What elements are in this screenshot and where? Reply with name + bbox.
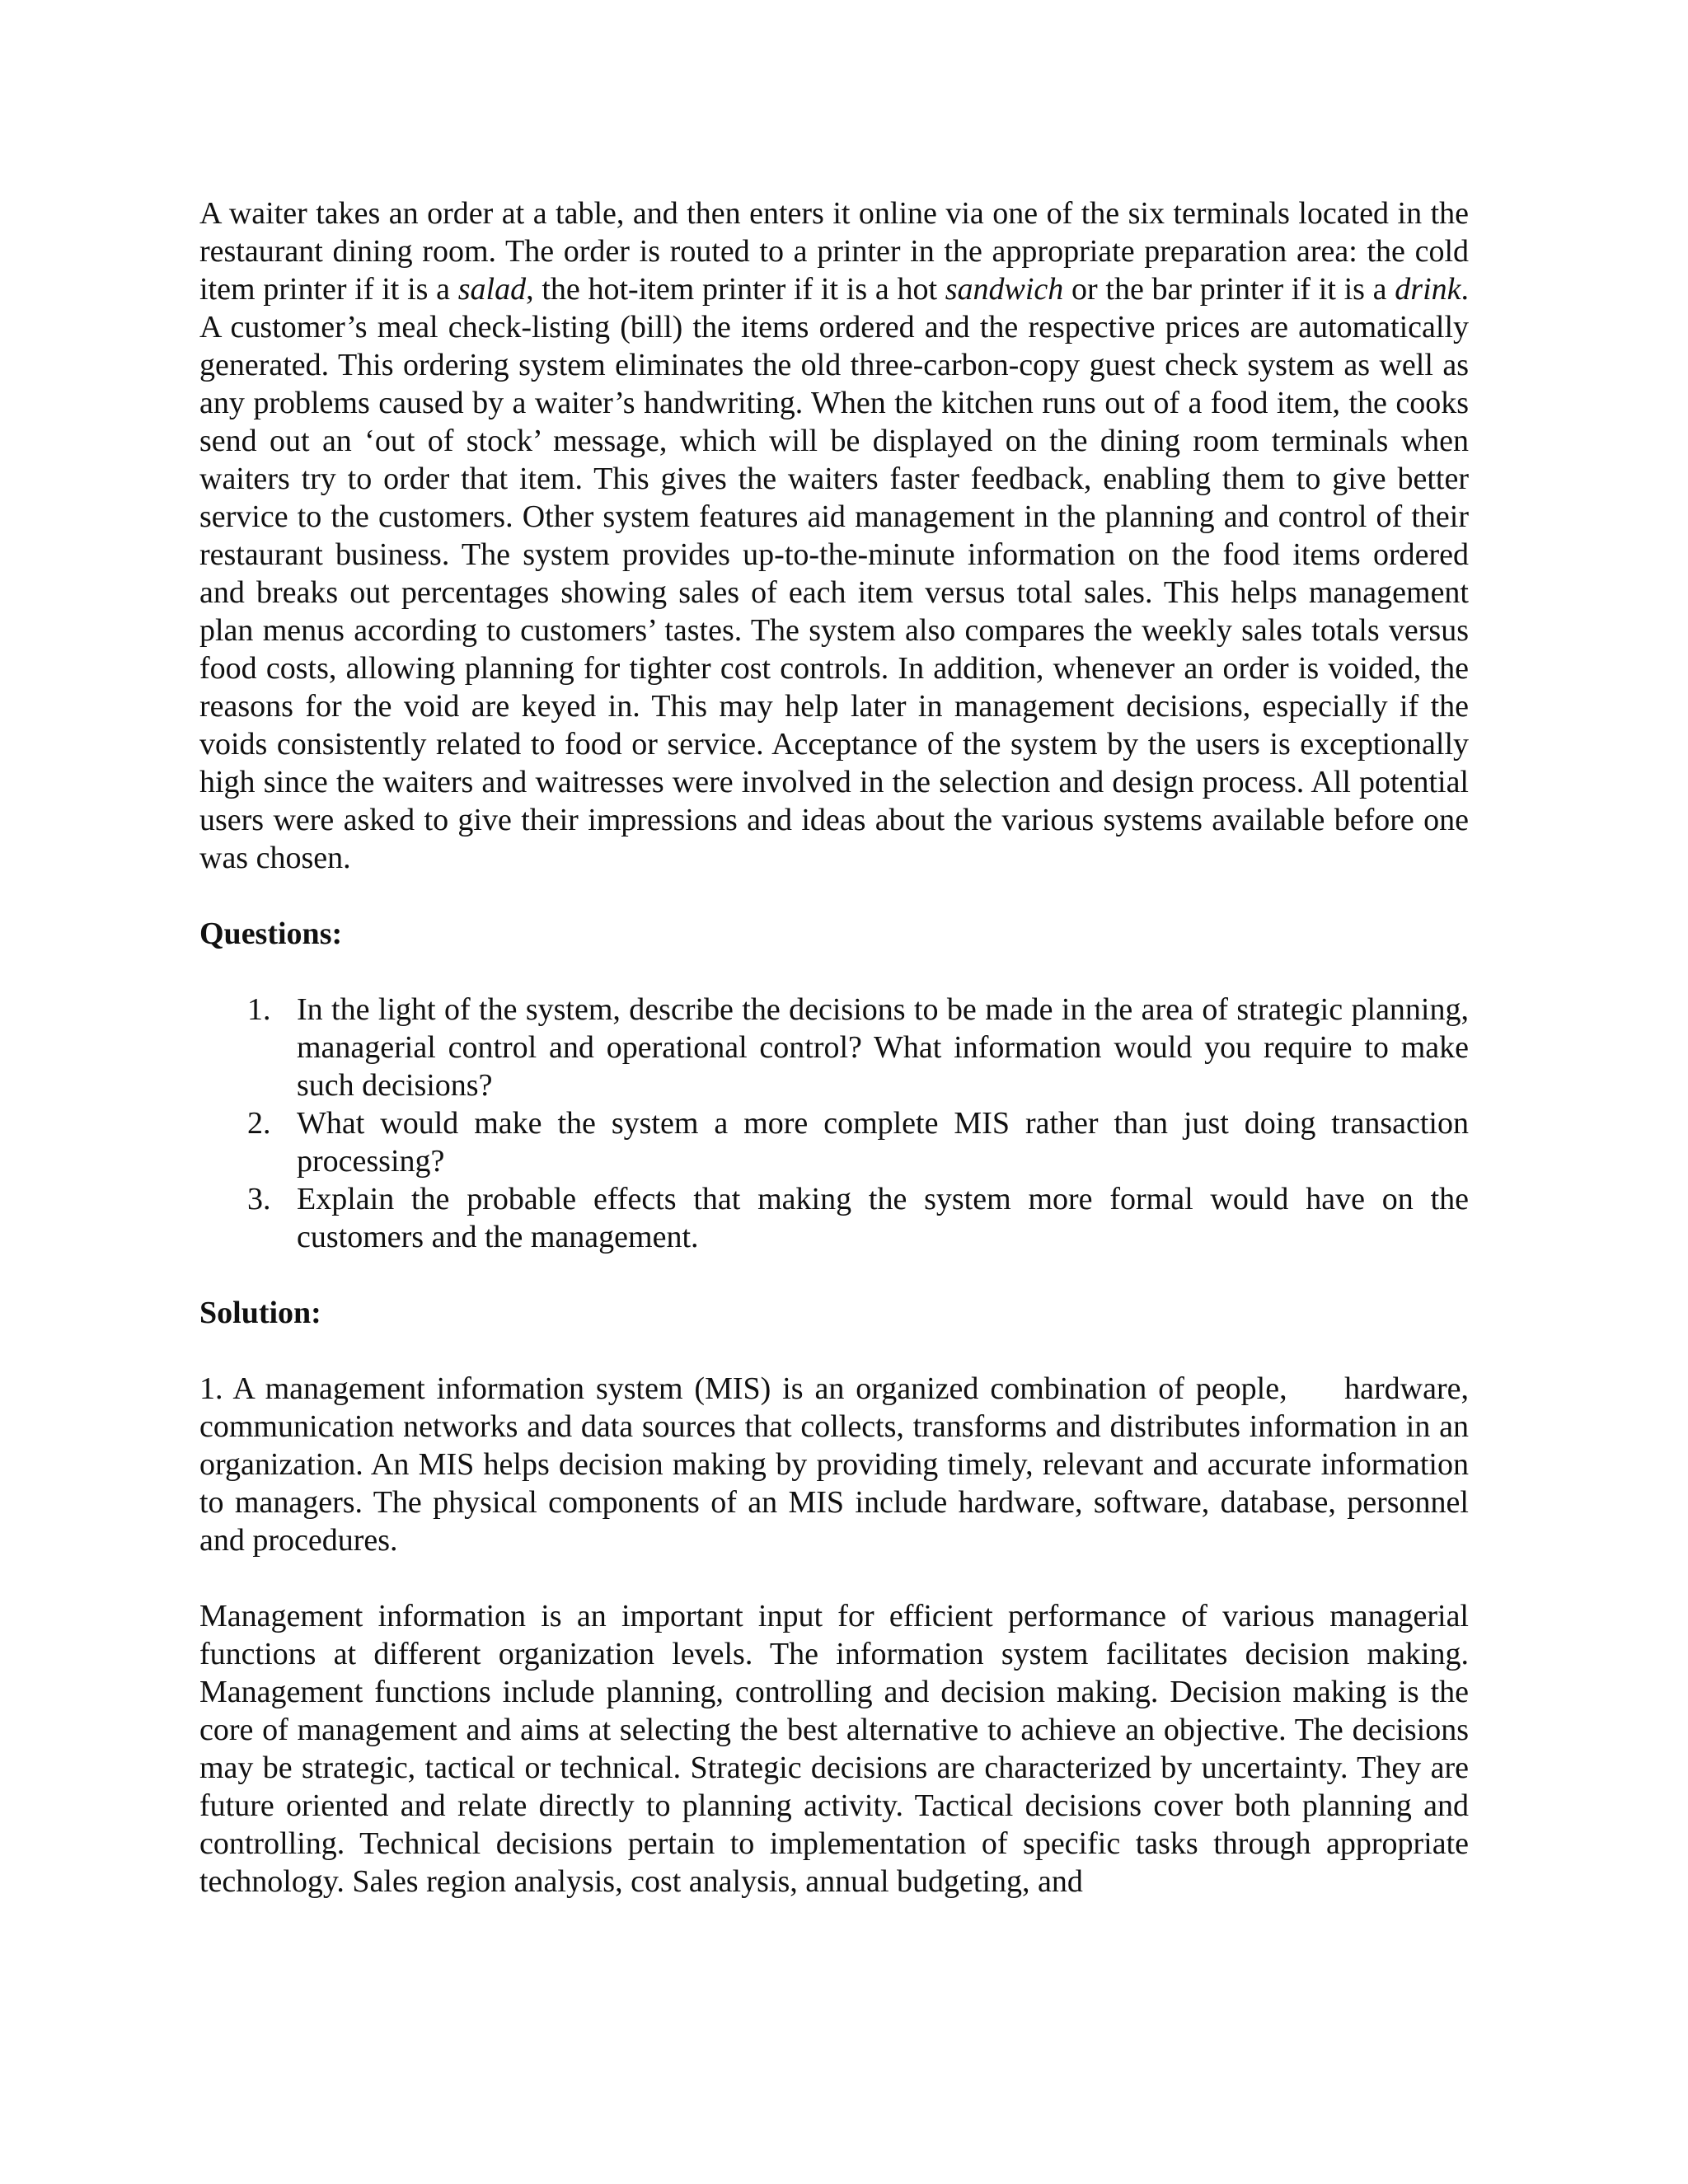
solution-paragraph-2: Management information is an important input for efficient performance of various managerial functions at different organization levels. The information system facilitates decision making. Management functions include planning, controlling and decision making. Decision making is the core of management and aims at selecting the best alternative to achieve an objective. The decisions may be strategic, tactical or technical. Strategic decisions are characterized by uncertainty. They are future oriented and relate directly to planning activity. Tactical decisions cover both planning and controlling. Technical decisions pertain to implementation of specific tasks through appropriate technology. Sales region analysis, cost analysis, annual budgeting, and xyxy=(199,1599,1469,1899)
solution-heading: Solution: xyxy=(199,1296,321,1330)
question-number: 3. xyxy=(247,1182,271,1216)
question-item xyxy=(199,1180,1469,1256)
intro-paragraph: A waiter takes an order at a table, and then enters it online via one of the six terminals located in the restaurant dining room. The order is routed to a printer in the appropriate preparation area: the cold item printer if it is a salad, the hot-item printer if it is a hot sandwich or the bar printer if it is a drink. A customer’s meal check-listing (bill) the items ordered and the respective prices are automatically generated. This ordering system eliminates the old three-carbon-copy guest check system as well as any problems caused by a waiter’s handwriting. When the kitchen runs out of a food item, the cooks send out an ‘out of stock’ message, which will be displayed on the dining room terminals when waiters try to order that item. This gives the waiters faster feedback, enabling them to give better service to the customers. Other system features aid management in the planning and control of their restaurant business. The system provides up-to-the-minute information on the food items ordered and breaks out percentages showing sales of each item versus total sales. This helps management plan menus according to customers’ tastes. The system also compares the weekly sales totals versus food costs, allowing planning for tighter cost controls. In addition, whenever an order is voided, the reasons for the void are keyed in. This may help later in management decisions, especially if the voids consistently related to food or service. Acceptance of the system by the users is exceptionally high since the waiters and waitresses were involved in the selection and design process. All potential users were asked to give their impressions and ideas about the various systems available before one was chosen. xyxy=(199,196,1469,875)
questions-list xyxy=(199,991,1469,1256)
question-item xyxy=(199,991,1469,1104)
solution-paragraph-1: 1. A management information system (MIS) is an organized combination of people, hardware, communication networks and data sources that collects, transforms and distributes information in an organization. An MIS helps decision making by providing timely, relevant and accurate information to managers. The physical components of an MIS include hardware, software, database, personnel and procedures. xyxy=(199,1371,1469,1558)
document-page xyxy=(199,194,1469,1900)
sandwich-term: sandwich xyxy=(945,272,1064,307)
salad-term: salad xyxy=(457,272,527,307)
question-text: What would make the system a more complete MIS rather than just doing transaction processing? xyxy=(297,1106,1469,1179)
drink-term: drink xyxy=(1395,272,1461,307)
question-text: Explain the probable effects that making the system more formal would have on the customers and the management. xyxy=(297,1182,1469,1254)
question-item xyxy=(199,1104,1469,1180)
question-number: 1. xyxy=(247,992,271,1027)
questions-heading: Questions: xyxy=(199,916,343,951)
question-number: 2. xyxy=(247,1106,271,1141)
question-text: In the light of the system, describe the decisions to be made in the area of strategic planning, managerial control and operational control? What information would you require to make such decisions? xyxy=(297,992,1469,1103)
